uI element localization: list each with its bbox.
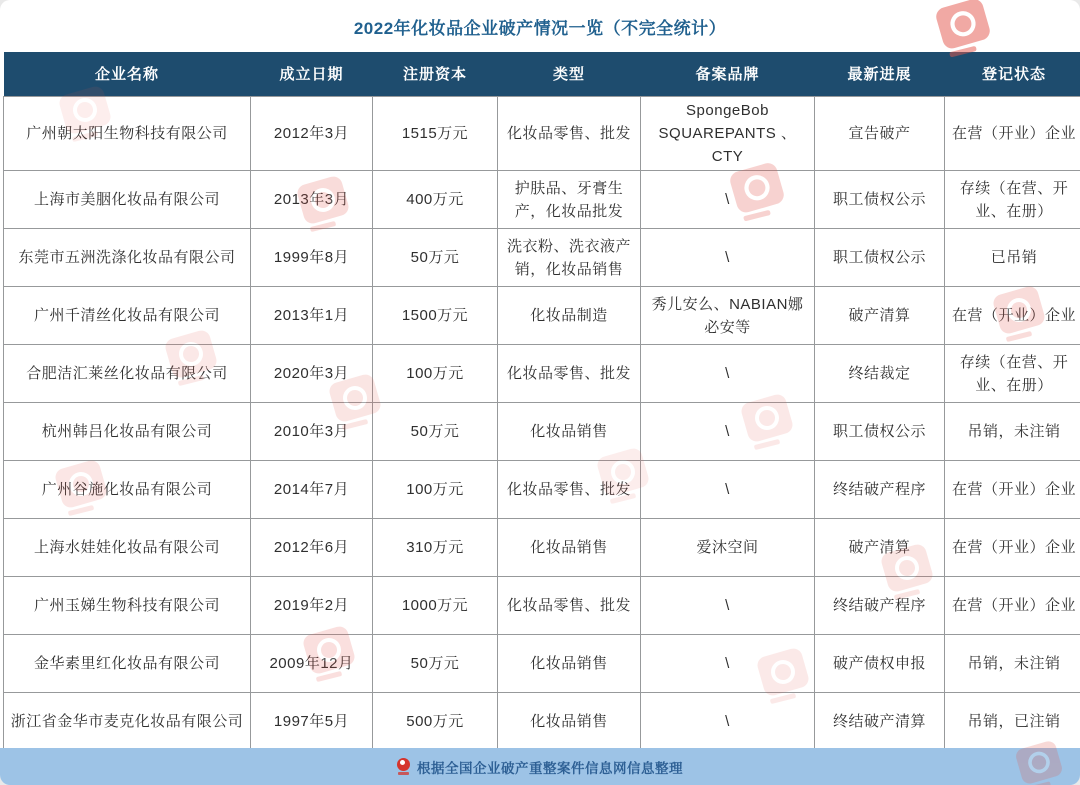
table-cell: 2020年3月 <box>251 345 373 403</box>
table-cell: 上海水娃娃化妆品有限公司 <box>4 519 251 577</box>
column-header: 企业名称 <box>4 52 251 96</box>
table-row <box>4 693 1080 751</box>
table-cell: 在营（开业）企业 <box>945 96 1080 171</box>
table-cell: 2009年12月 <box>251 635 373 693</box>
column-header: 注册资本 <box>373 52 498 96</box>
table-body <box>4 96 1080 751</box>
table-cell: 上海市美胭化妆品有限公司 <box>4 171 251 229</box>
table-cell: 广州朝太阳生物科技有限公司 <box>4 96 251 171</box>
table-row <box>4 461 1080 519</box>
table-cell: 50万元 <box>373 403 498 461</box>
table-cell: \ <box>641 229 815 287</box>
footer-source-bar <box>0 748 1080 785</box>
table-cell: 1000万元 <box>373 577 498 635</box>
source-logo-icon <box>397 758 410 775</box>
table-cell: 破产清算 <box>815 287 945 345</box>
table-cell: 化妆品销售 <box>498 693 641 751</box>
column-header: 登记状态 <box>945 52 1080 96</box>
column-header: 最新进展 <box>815 52 945 96</box>
table-cell: 化妆品销售 <box>498 403 641 461</box>
column-header: 类型 <box>498 52 641 96</box>
table-cell: 广州谷施化妆品有限公司 <box>4 461 251 519</box>
table-cell: 护肤品、牙膏生产，化妆品批发 <box>498 171 641 229</box>
table-cell: SpongeBob SQUAREPANTS 、CTY <box>641 96 815 171</box>
table-cell: 310万元 <box>373 519 498 577</box>
table-cell: 化妆品零售、批发 <box>498 345 641 403</box>
table-cell: \ <box>641 635 815 693</box>
table-cell: 职工债权公示 <box>815 229 945 287</box>
table-cell: 1997年5月 <box>251 693 373 751</box>
table-cell: 100万元 <box>373 345 498 403</box>
table-cell: \ <box>641 171 815 229</box>
table-cell: 存续（在营、开业、在册） <box>945 345 1080 403</box>
table-cell: 浙江省金华市麦克化妆品有限公司 <box>4 693 251 751</box>
table-cell: 破产清算 <box>815 519 945 577</box>
table-cell: 500万元 <box>373 693 498 751</box>
table-cell: 在营（开业）企业 <box>945 287 1080 345</box>
table-cell: 化妆品零售、批发 <box>498 577 641 635</box>
footer-source-note: 根据全国企业破产重整案件信息网信息整理 <box>417 760 683 776</box>
table-row <box>4 345 1080 403</box>
table-row <box>4 229 1080 287</box>
table-cell: 2019年2月 <box>251 577 373 635</box>
table-row <box>4 287 1080 345</box>
table-cell: 秀儿安么、NABIAN娜必安等 <box>641 287 815 345</box>
table-row <box>4 403 1080 461</box>
table-cell: 广州玉娣生物科技有限公司 <box>4 577 251 635</box>
table-cell: 破产债权申报 <box>815 635 945 693</box>
table-cell: \ <box>641 345 815 403</box>
table-cell: 1999年8月 <box>251 229 373 287</box>
column-header: 备案品牌 <box>641 52 815 96</box>
table-cell: 化妆品零售、批发 <box>498 96 641 171</box>
table-cell: 2013年1月 <box>251 287 373 345</box>
column-header: 成立日期 <box>251 52 373 96</box>
table-cell: 洗衣粉、洗衣液产销，化妆品销售 <box>498 229 641 287</box>
table-cell: 400万元 <box>373 171 498 229</box>
table-row <box>4 635 1080 693</box>
table-cell: 100万元 <box>373 461 498 519</box>
table-cell: 合肥洁汇莱丝化妆品有限公司 <box>4 345 251 403</box>
table-cell: 在营（开业）企业 <box>945 519 1080 577</box>
table-row <box>4 519 1080 577</box>
table-cell: 2014年7月 <box>251 461 373 519</box>
table-row <box>4 577 1080 635</box>
table-cell: \ <box>641 403 815 461</box>
table-cell: 吊销，未注销 <box>945 635 1080 693</box>
table-cell: 在营（开业）企业 <box>945 461 1080 519</box>
page-title: 2022年化妆品企业破产情况一览（不完全统计） <box>353 18 727 38</box>
table-row <box>4 171 1080 229</box>
table-cell: 1515万元 <box>373 96 498 171</box>
table-cell: 终结破产清算 <box>815 693 945 751</box>
table-cell: 化妆品零售、批发 <box>498 461 641 519</box>
table-cell: 终结破产程序 <box>815 577 945 635</box>
table-cell: 2013年3月 <box>251 171 373 229</box>
table-cell: 1500万元 <box>373 287 498 345</box>
table-cell: 杭州韩吕化妆品有限公司 <box>4 403 251 461</box>
table-cell: 宣告破产 <box>815 96 945 171</box>
table-cell: 终结裁定 <box>815 345 945 403</box>
table-cell: 东莞市五洲洗涤化妆品有限公司 <box>4 229 251 287</box>
table-cell: 广州千清丝化妆品有限公司 <box>4 287 251 345</box>
table-cell: 2012年3月 <box>251 96 373 171</box>
table-cell: 金华素里红化妆品有限公司 <box>4 635 251 693</box>
table-cell: 在营（开业）企业 <box>945 577 1080 635</box>
table-cell: 50万元 <box>373 229 498 287</box>
table-cell: 终结破产程序 <box>815 461 945 519</box>
table-cell: 2012年6月 <box>251 519 373 577</box>
table-cell: 2010年3月 <box>251 403 373 461</box>
table-cell: 吊销，未注销 <box>945 403 1080 461</box>
table-cell: 化妆品销售 <box>498 635 641 693</box>
table-cell: 50万元 <box>373 635 498 693</box>
header-row <box>4 52 1080 96</box>
table-cell: 已吊销 <box>945 229 1080 287</box>
table-cell: 职工债权公示 <box>815 403 945 461</box>
bankruptcy-table <box>3 52 1080 751</box>
table-row <box>4 96 1080 171</box>
table-cell: 职工债权公示 <box>815 171 945 229</box>
table-cell: \ <box>641 693 815 751</box>
table-cell: 存续（在营、开业、在册） <box>945 171 1080 229</box>
table-cell: 吊销，已注销 <box>945 693 1080 751</box>
table-cell: \ <box>641 461 815 519</box>
table-cell: 化妆品销售 <box>498 519 641 577</box>
table-cell: \ <box>641 577 815 635</box>
table-cell: 化妆品制造 <box>498 287 641 345</box>
table-cell: 爱沐空间 <box>641 519 815 577</box>
